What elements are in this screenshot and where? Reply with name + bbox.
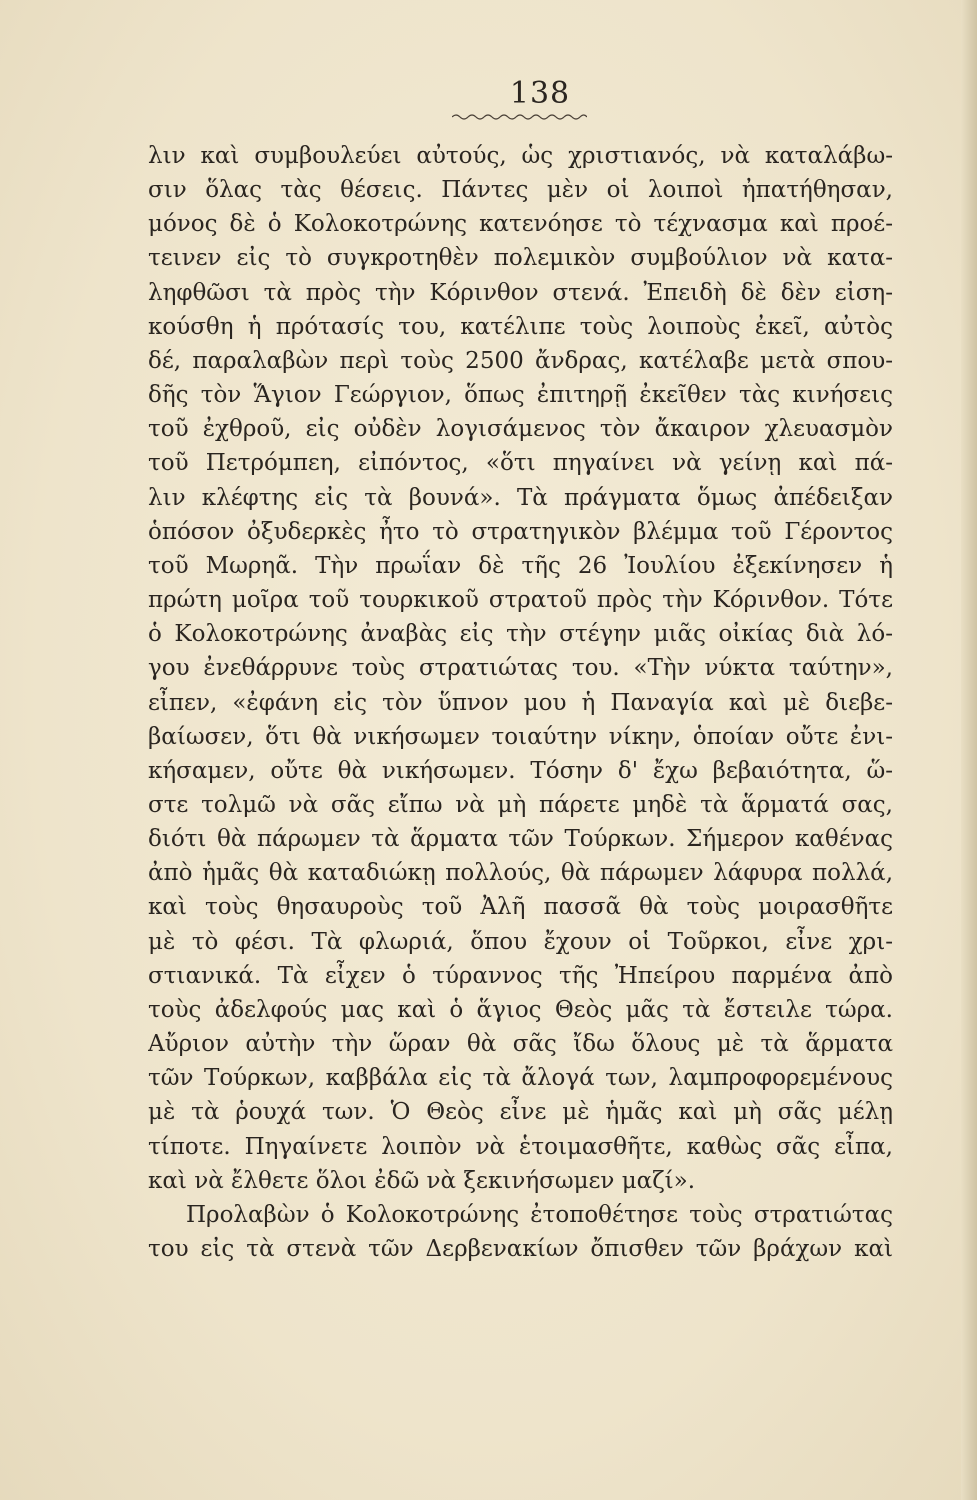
text-line: γου ἐνεθάρρυνε τοὺς στρατιώτας του. «Τὴν νύκτα ταύτην»,	[148, 655, 893, 682]
text-line: μόνος δὲ ὁ Κολοκοτρώνης κατενόησε τὸ τέχνασμα καὶ προέ-	[148, 211, 893, 238]
body-text	[148, 139, 893, 1266]
text-line: καὶ τοὺς θησαυροὺς τοῦ Ἀλῆ πασσᾶ θὰ τοὺς μοιρασθῆτε	[148, 894, 893, 921]
text-line: ληφθῶσι τὰ πρὸς τὴν Κόρινθον στενά. Ἐπειδὴ δὲ δὲν εἰση-	[148, 279, 893, 306]
text-line: τοὺς ἀδελφούς μας καὶ ὁ ἅγιος Θεὸς μᾶς τὰ ἔστειλε τώρα.	[148, 996, 893, 1023]
text-line: κήσαμεν, οὔτε θὰ νικήσωμεν. Τόσην δ' ἔχω βεβαιότητα, ὥ-	[148, 757, 893, 784]
text-line: μὲ τὸ φέσι. Τὰ φλωριά, ὅπου ἔχουν οἱ Τοῦρκοι, εἶνε χρι-	[148, 928, 893, 955]
text-line: διότι θὰ πάρωμεν τὰ ἅρματα τῶν Τούρκων. Σήμερον καθένας	[148, 826, 893, 853]
page-number: 138	[509, 76, 571, 111]
text-line: σιν ὅλας τὰς θέσεις. Πάντες μὲν οἱ λοιποὶ ἠπατήθησαν,	[148, 177, 893, 204]
text-line: ὁ Κολοκοτρώνης ἀναβὰς εἰς τὴν στέγην μιᾶς οἰκίας διὰ λό-	[148, 621, 893, 648]
text-line: στε τολμῶ νὰ σᾶς εἴπω νὰ μὴ πάρετε μηδὲ τὰ ἅρματά σας,	[148, 791, 893, 818]
text-line: κούσθη ἡ πρότασίς του, κατέλιπε τοὺς λοιποὺς ἐκεῖ, αὐτὸς	[148, 313, 893, 340]
text-line: λιν καὶ συμβουλεύει αὐτούς, ὡς χριστιανός, νὰ καταλάβω-	[148, 143, 893, 169]
text-line: τῶν Τούρκων, καββάλα εἰς τὰ ἄλογά των, λαμπροφορεμένους	[148, 1065, 893, 1092]
wavy-rule-ornament	[452, 112, 587, 122]
text-line: βαίωσεν, ὅτι θὰ νικήσωμεν τοιαύτην νίκην, ὁποίαν οὔτε ἐνι-	[148, 723, 893, 750]
text-line: τοῦ Πετρόμπεη, εἰπόντος, «ὅτι πηγαίνει νὰ γείνῃ καὶ πά-	[148, 450, 893, 477]
text-line: δῆς τὸν Ἅγιον Γεώργιον, ὅπως ἐπιτηρῇ ἐκεῖθεν τὰς κινήσεις	[148, 382, 893, 409]
text-line: ὁπόσον ὀξυδερκὲς ἦτο τὸ στρατηγικὸν βλέμμα τοῦ Γέροντος	[148, 518, 893, 545]
text-line: Αὔριον αὐτὴν τὴν ὥραν θὰ σᾶς ἴδω ὅλους μὲ τὰ ἅρματα	[148, 1031, 893, 1058]
text-line: λιν κλέφτης εἰς τὰ βουνά». Τὰ πράγματα ὅμως ἀπέδειξαν	[148, 484, 893, 511]
paragraph-start-line: Προλαβὼν ὁ Κολοκοτρώνης ἐτοποθέτησε τοὺς στρατιώτας	[186, 1201, 893, 1228]
text-line: εἶπεν, «ἐφάνη εἰς τὸν ὕπνον μου ἡ Παναγία καὶ μὲ διεβε-	[148, 689, 893, 716]
text-line: τίποτε. Πηγαίνετε λοιπὸν νὰ ἑτοιμασθῆτε, καθὼς σᾶς εἶπα,	[148, 1133, 893, 1160]
text-line: στιανικά. Τὰ εἶχεν ὁ τύραννος τῆς Ἠπείρου παρμένα ἀπὸ	[148, 962, 893, 989]
text-line: τοῦ ἐχθροῦ, εἰς οὐδὲν λογισάμενος τὸν ἄκαιρον χλευασμὸν	[148, 416, 893, 443]
text-line: τεινεν εἰς τὸ συγκροτηθὲν πολεμικὸν συμβούλιον νὰ κατα-	[148, 245, 893, 272]
paragraph-end-line: καὶ νὰ ἔλθετε ὅλοι ἐδῶ νὰ ξεκινήσωμεν μαζί».	[148, 1167, 696, 1194]
text-line: του εἰς τὰ στενὰ τῶν Δερβενακίων ὄπισθεν τῶν βράχων καὶ	[148, 1236, 893, 1262]
text-line: μὲ τὰ ῥουχά των. Ὁ Θεὸς εἶνε μὲ ἡμᾶς καὶ μὴ σᾶς μέλῃ	[148, 1099, 893, 1126]
text-line: δέ, παραλαβὼν περὶ τοὺς 2500 ἄνδρας, κατέλαβε μετὰ σπου-	[148, 347, 893, 374]
text-line: τοῦ Μωρηᾶ. Τὴν πρωΐαν δὲ τῆς 26 Ἰουλίου ἐξεκίνησεν ἡ	[148, 552, 893, 579]
text-line: ἀπὸ ἡμᾶς θὰ καταδιώκῃ πολλούς, θὰ πάρωμεν λάφυρα πολλά,	[148, 860, 893, 887]
text-line: πρώτη μοῖρα τοῦ τουρκικοῦ στρατοῦ πρὸς τὴν Κόρινθον. Τότε	[148, 587, 893, 614]
page-edge	[961, 0, 977, 1500]
